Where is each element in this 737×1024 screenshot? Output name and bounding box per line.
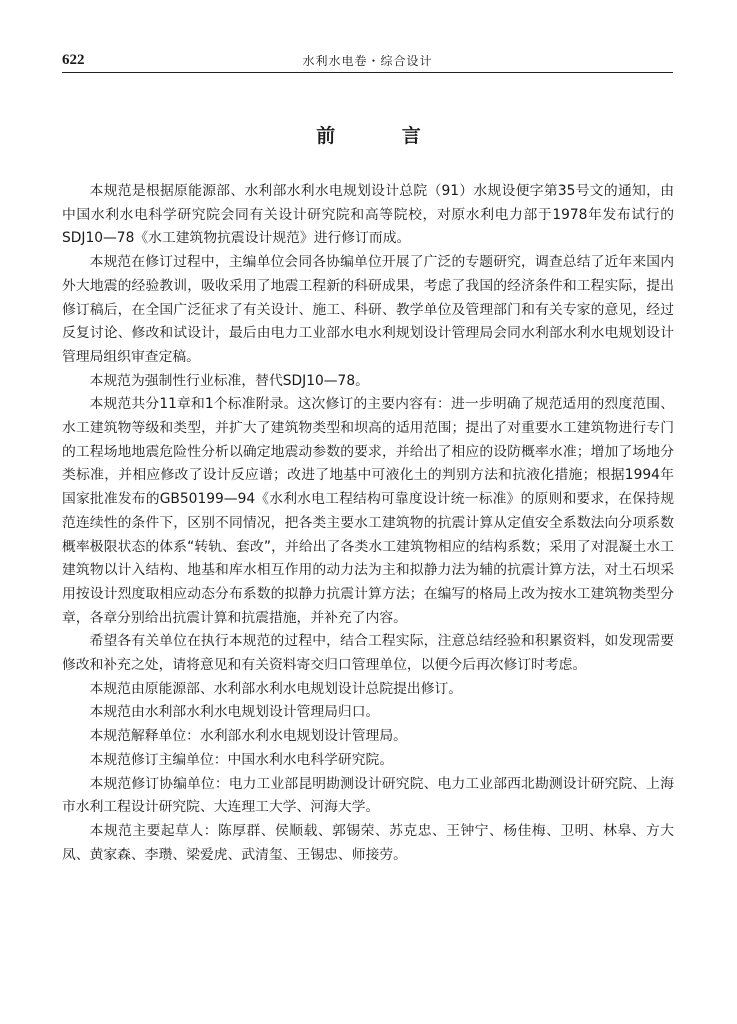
paragraph-drafters: 本规范主要起草人：陈厚群、侯顺载、郭锡荣、苏克忠、王钟宁、杨佳梅、卫明、林皋、方大凤、黄家森、李瓒、梁爱虎、武清玺、王锡忠、师接劳。 (62, 822, 674, 863)
section-title: 前 言 (316, 125, 451, 147)
paragraph-proposer: 本规范由原能源部、水利部水利水电规划设计总院提出修订。 (89, 680, 463, 697)
paragraph-interpreter: 本规范解释单位：水利部水利水电规划设计管理局。 (89, 728, 407, 745)
paragraph-administrator: 本规范由水利部水利水电规划设计管理局归口。 (89, 704, 380, 721)
page-number: 622 (62, 52, 85, 68)
paragraph-co-editors: 本规范修订协编单位：电力工业部昆明勘测设计研究院、电力工业部西北勘测设计研究院、上海市水利工程设计研究院、大连理工大学、河海大学。 (62, 775, 674, 816)
running-head: 水利水电卷・综合设计 (302, 54, 433, 68)
paragraph-chief-editor: 本规范修订主编单位：中国水利水电科学研究院。 (89, 751, 394, 768)
page-header (62, 50, 673, 73)
paragraph-main-contents: 本规范共分11章和1个标准附录。这次修订的主要内容有：进一步明确了规范适用的烈度范围、水工建筑物等级和类型，并扩大了建筑物类型和坝高的适用范围；提出了对重要水工建筑物进行专门的工程场地地震危险性分析以确定地震动参数的要求，并给出了相应的设防概率水准；增加了场地分类标准，并相应修改了设计反应谱；改进了地基中可液化土的判别方法和抗液化措施；根据1994年国家批准发布的GB50199—94《水利水电工程结构可靠度设计统一标准》的原则和要求，在保持规范连续性的条件下，区别不同情况，把各类主要水工建筑物的抗震计算从定值安全系数法向分项系数概率极限状态的体系“转轨、套改”，并给出了各类水工建筑物相应的结构系数；采用了对混凝土水工建筑物以计入结构、地基和库水相互作用的动力法为主和拟静力法为辅的抗震计算方法，对土石坝采用按设计烈度取相应动态分布系数的拟静力抗震计算方法；在编写的格局上改为按水工建筑物类型分章，各章分别给出抗震计算和抗震措施，并补充了内容。 (62, 396, 674, 626)
paragraph-revision-process: 本规范在修订过程中，主编单位会同各协编单位开展了广泛的专题研究，调查总结了近年来国内外大地震的经验教训，吸收采用了地震工程新的科研成果，考虑了我国的经济条件和工程实际，提出修订稿后，在全国广泛征求了有关设计、施工、科研、教学单位及管理部门和有关专家的意见，经过反复讨论、修改和试设计，最后由电力工业部水电水利规划设计管理局会同水利部水利水电规划设计管理局组织审查定稿。 (62, 254, 674, 365)
paragraph-feedback-request: 希望各有关单位在执行本规范的过程中，结合工程实际，注意总结经验和积累资料，如发现需要修改和补充之处，请将意见和有关资料寄交归口管理单位，以便今后再次修订时考虑。 (62, 633, 674, 674)
body-text (62, 180, 674, 867)
paragraph-origin: 本规范是根据原能源部、水利部水利水电规划设计总院（91）水规设便字第35号文的通知，由中国水利水电科学研究院会同有关设计研究院和高等院校，对原水利电力部于1978年发布试行的SDJ10—78《水工建筑物抗震设计规范》进行修订而成。 (62, 183, 674, 247)
paragraph-standard-status: 本规范为强制性行业标准，替代SDJ10—78。 (89, 372, 369, 389)
